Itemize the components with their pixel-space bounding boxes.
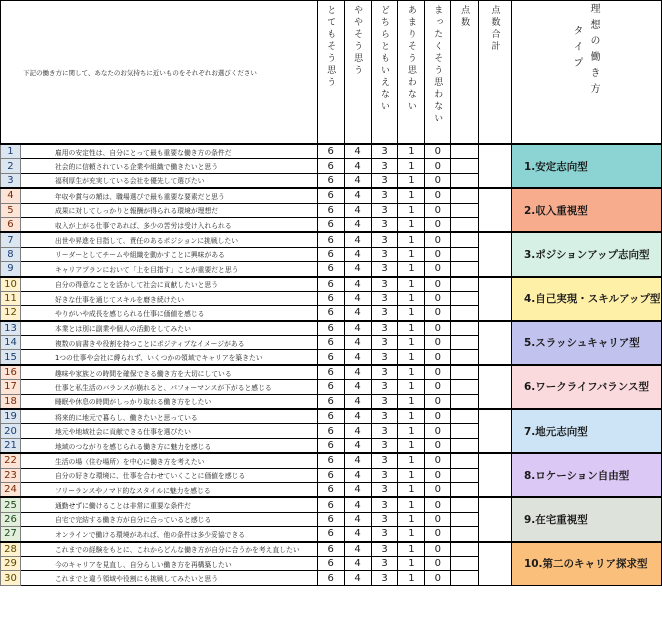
score-option-cell[interactable]: 0 [425, 203, 451, 217]
score-option-cell[interactable]: 1 [398, 365, 425, 380]
question-text: 自宅で完結する働き方が自分に合っていると感じる [20, 512, 317, 526]
question-text: 仕事と私生活のバランスが崩れると、パフォーマンスが下がると感じる [20, 380, 317, 394]
score-input-cell[interactable] [451, 306, 479, 321]
question-text: 将来的に地元で暮らし、働きたいと思っている [20, 409, 317, 424]
column-header-somewhat-disagree: あまりそう思わない [398, 1, 425, 145]
score-option-cell[interactable]: 6 [317, 277, 344, 292]
table-row [1, 542, 662, 557]
row-number: 9 [1, 262, 21, 277]
row-number: 17 [1, 380, 21, 394]
question-text: 出世や昇進を目指して、責任のあるポジションに挑戦したい [20, 232, 317, 247]
work-style-type-label: 3.ポジションアップ志向型 [511, 232, 661, 276]
score-option-cell[interactable]: 6 [317, 232, 344, 247]
score-option-cell[interactable]: 1 [398, 527, 425, 542]
score-total-cell[interactable] [479, 188, 512, 232]
type-header-type: タイプ [571, 25, 582, 73]
score-option-cell[interactable]: 4 [344, 365, 371, 380]
score-option-cell[interactable]: 6 [317, 217, 344, 232]
score-option-cell[interactable]: 0 [425, 321, 451, 336]
score-option-cell[interactable]: 0 [425, 438, 451, 453]
question-text: 自分の好きな環境に、仕事を合わせていくことに価値を感じる [20, 468, 317, 482]
score-option-cell[interactable]: 4 [344, 277, 371, 292]
question-text: 社会的に信頼されている企業や組織で働きたいと思う [20, 159, 317, 173]
question-text: 複数の肩書きや役割を持つことにポジティブなイメージがある [20, 336, 317, 350]
table-row [1, 453, 662, 468]
score-option-cell[interactable]: 1 [398, 247, 425, 261]
score-option-cell[interactable]: 3 [371, 542, 398, 557]
score-option-cell[interactable]: 3 [371, 394, 398, 409]
score-option-cell[interactable]: 1 [398, 571, 425, 585]
score-input-cell[interactable] [451, 453, 479, 468]
row-number: 18 [1, 394, 21, 409]
score-input-cell[interactable] [451, 144, 479, 159]
score-input-cell[interactable] [451, 350, 479, 365]
score-option-cell[interactable]: 1 [398, 556, 425, 570]
score-option-cell[interactable]: 1 [398, 482, 425, 497]
score-input-cell[interactable] [451, 468, 479, 482]
score-option-cell[interactable]: 6 [317, 424, 344, 438]
score-total-cell[interactable] [479, 321, 512, 365]
score-option-cell[interactable]: 6 [317, 262, 344, 277]
row-number: 10 [1, 277, 21, 292]
score-option-cell[interactable]: 4 [344, 482, 371, 497]
question-text: これまでの経験をもとに、これからどんな働き方が自分に合うかを考え直したい [20, 542, 317, 557]
score-option-cell[interactable]: 1 [398, 144, 425, 159]
score-option-cell[interactable]: 3 [371, 453, 398, 468]
score-option-cell[interactable]: 4 [344, 144, 371, 159]
score-option-cell[interactable]: 6 [317, 144, 344, 159]
score-option-cell[interactable]: 4 [344, 321, 371, 336]
table-row [1, 232, 662, 247]
score-option-cell[interactable]: 1 [398, 321, 425, 336]
score-option-cell[interactable]: 3 [371, 336, 398, 350]
work-style-type-label: 1.安定志向型 [511, 144, 661, 188]
score-option-cell[interactable]: 1 [398, 262, 425, 277]
score-total-cell[interactable] [479, 232, 512, 276]
score-option-cell[interactable]: 6 [317, 438, 344, 453]
score-input-cell[interactable] [451, 159, 479, 173]
row-number: 6 [1, 217, 21, 232]
score-input-cell[interactable] [451, 321, 479, 336]
column-header-neutral: どちらともいえない [371, 1, 398, 145]
score-option-cell[interactable]: 3 [371, 527, 398, 542]
score-option-cell[interactable]: 1 [398, 336, 425, 350]
row-number: 4 [1, 188, 21, 203]
column-header-type [511, 1, 661, 145]
row-number: 19 [1, 409, 21, 424]
question-text: 1つの仕事や会社に縛られず、いくつかの領域でキャリアを築きたい [20, 350, 317, 365]
work-style-type-label: 7.地元志向型 [511, 409, 661, 453]
score-option-cell[interactable]: 1 [398, 424, 425, 438]
score-option-cell[interactable]: 0 [425, 424, 451, 438]
score-input-cell[interactable] [451, 380, 479, 394]
score-option-cell[interactable]: 3 [371, 173, 398, 188]
question-text: 本業とは別に副業や個人の活動をしてみたい [20, 321, 317, 336]
score-option-cell[interactable]: 1 [398, 277, 425, 292]
score-option-cell[interactable]: 4 [344, 424, 371, 438]
score-option-cell[interactable]: 0 [425, 512, 451, 526]
score-option-cell[interactable]: 1 [398, 394, 425, 409]
question-text: やりがいや成長を感じられる仕事に価値を感じる [20, 306, 317, 321]
question-text: キャリアプランにおいて「上を目指す」ことが重要だと思う [20, 262, 317, 277]
score-option-cell[interactable]: 0 [425, 394, 451, 409]
score-total-cell[interactable] [479, 542, 512, 586]
score-option-cell[interactable]: 4 [344, 394, 371, 409]
row-number: 12 [1, 306, 21, 321]
score-input-cell[interactable] [451, 571, 479, 585]
score-option-cell[interactable]: 4 [344, 468, 371, 482]
score-option-cell[interactable]: 4 [344, 247, 371, 261]
score-option-cell[interactable]: 3 [371, 424, 398, 438]
score-option-cell[interactable]: 6 [317, 247, 344, 261]
score-option-cell[interactable]: 1 [398, 203, 425, 217]
column-header-strongly-agree: とてもそう思う [317, 1, 344, 145]
score-option-cell[interactable]: 4 [344, 306, 371, 321]
work-style-type-label: 10.第二のキャリア探求型 [511, 542, 661, 586]
row-number: 27 [1, 527, 21, 542]
question-text: 成果に対してしっかりと報酬が得られる環境が理想だ [20, 203, 317, 217]
score-option-cell[interactable]: 0 [425, 542, 451, 557]
score-option-cell[interactable]: 0 [425, 173, 451, 188]
row-number: 25 [1, 497, 21, 512]
score-option-cell[interactable]: 6 [317, 482, 344, 497]
row-number: 20 [1, 424, 21, 438]
score-option-cell[interactable]: 4 [344, 291, 371, 305]
score-option-cell[interactable]: 4 [344, 527, 371, 542]
score-option-cell[interactable]: 0 [425, 247, 451, 261]
score-option-cell[interactable]: 6 [317, 409, 344, 424]
score-option-cell[interactable]: 3 [371, 277, 398, 292]
score-total-cell[interactable] [479, 453, 512, 497]
score-option-cell[interactable]: 3 [371, 468, 398, 482]
score-input-cell[interactable] [451, 556, 479, 570]
score-option-cell[interactable]: 0 [425, 306, 451, 321]
score-option-cell[interactable]: 6 [317, 350, 344, 365]
row-number: 24 [1, 482, 21, 497]
score-option-cell[interactable]: 1 [398, 497, 425, 512]
row-number: 7 [1, 232, 21, 247]
score-option-cell[interactable]: 6 [317, 556, 344, 570]
score-option-cell[interactable]: 1 [398, 350, 425, 365]
score-option-cell[interactable]: 4 [344, 438, 371, 453]
question-text: 通勤せずに働けることは非常に重要な条件だ [20, 497, 317, 512]
score-input-cell[interactable] [451, 365, 479, 380]
score-option-cell[interactable]: 4 [344, 262, 371, 277]
score-option-cell[interactable]: 4 [344, 556, 371, 570]
score-option-cell[interactable]: 3 [371, 306, 398, 321]
score-option-cell[interactable]: 6 [317, 203, 344, 217]
score-input-cell[interactable] [451, 217, 479, 232]
score-option-cell[interactable]: 1 [398, 306, 425, 321]
score-option-cell[interactable]: 6 [317, 159, 344, 173]
score-option-cell[interactable]: 6 [317, 512, 344, 526]
score-option-cell[interactable]: 6 [317, 571, 344, 585]
score-option-cell[interactable]: 1 [398, 512, 425, 526]
score-option-cell[interactable]: 4 [344, 542, 371, 557]
score-option-cell[interactable]: 3 [371, 556, 398, 570]
score-option-cell[interactable]: 3 [371, 188, 398, 203]
score-option-cell[interactable]: 3 [371, 350, 398, 365]
score-option-cell[interactable]: 6 [317, 321, 344, 336]
score-input-cell[interactable] [451, 497, 479, 512]
score-option-cell[interactable]: 1 [398, 217, 425, 232]
score-option-cell[interactable]: 6 [317, 394, 344, 409]
score-option-cell[interactable]: 0 [425, 497, 451, 512]
instruction-text: 下記の働き方に関して、あなたのお気持ちに近いものをそれぞれお選びください [1, 1, 318, 145]
score-option-cell[interactable]: 4 [344, 497, 371, 512]
table-row [1, 365, 662, 380]
score-option-cell[interactable]: 3 [371, 380, 398, 394]
row-number: 5 [1, 203, 21, 217]
score-option-cell[interactable]: 0 [425, 188, 451, 203]
type-header-ideal: 理想の働き方 [588, 3, 599, 99]
score-option-cell[interactable]: 3 [371, 262, 398, 277]
score-option-cell[interactable]: 6 [317, 527, 344, 542]
score-option-cell[interactable]: 3 [371, 571, 398, 585]
row-number: 22 [1, 453, 21, 468]
score-total-cell[interactable] [479, 277, 512, 321]
question-text: リーダーとしてチームや組織を動かすことに興味がある [20, 247, 317, 261]
score-option-cell[interactable]: 3 [371, 217, 398, 232]
row-number: 11 [1, 291, 21, 305]
score-input-cell[interactable] [451, 424, 479, 438]
column-header-strongly-disagree: まったくそう思わない [425, 1, 451, 145]
question-text: 福利厚生が充実している会社を優先して選びたい [20, 173, 317, 188]
header-row [1, 1, 662, 145]
score-option-cell[interactable]: 0 [425, 365, 451, 380]
score-option-cell[interactable]: 4 [344, 336, 371, 350]
work-style-type-label: 2.収入重視型 [511, 188, 661, 232]
question-text: これまでと違う領域や役割にも挑戦してみたいと思う [20, 571, 317, 585]
work-style-type-label: 5.スラッシュキャリア型 [511, 321, 661, 365]
score-option-cell[interactable]: 3 [371, 512, 398, 526]
score-option-cell[interactable]: 4 [344, 173, 371, 188]
score-option-cell[interactable]: 1 [398, 188, 425, 203]
score-total-cell[interactable] [479, 409, 512, 453]
score-option-cell[interactable]: 1 [398, 542, 425, 557]
score-input-cell[interactable] [451, 262, 479, 277]
score-option-cell[interactable]: 6 [317, 291, 344, 305]
score-input-cell[interactable] [451, 232, 479, 247]
score-input-cell[interactable] [451, 527, 479, 542]
score-input-cell[interactable] [451, 336, 479, 350]
score-option-cell[interactable]: 0 [425, 262, 451, 277]
question-text: オンラインで働ける環境があれば、他の条件は多少妥協できる [20, 527, 317, 542]
table-row [1, 277, 662, 292]
row-number: 1 [1, 144, 21, 159]
score-input-cell[interactable] [451, 512, 479, 526]
score-option-cell[interactable]: 3 [371, 321, 398, 336]
score-option-cell[interactable]: 1 [398, 453, 425, 468]
score-option-cell[interactable]: 0 [425, 217, 451, 232]
score-option-cell[interactable]: 0 [425, 277, 451, 292]
score-option-cell[interactable]: 6 [317, 188, 344, 203]
column-header-score: 点数 [451, 1, 479, 145]
score-option-cell[interactable]: 0 [425, 144, 451, 159]
question-text: フリーランスやノマド的なスタイルに魅力を感じる [20, 482, 317, 497]
score-option-cell[interactable]: 3 [371, 247, 398, 261]
score-option-cell[interactable]: 6 [317, 380, 344, 394]
question-text: 趣味や家族との時間を確保できる働き方を大切にしている [20, 365, 317, 380]
score-option-cell[interactable]: 4 [344, 350, 371, 365]
score-option-cell[interactable]: 0 [425, 409, 451, 424]
question-text: 地域のつながりを感じられる働き方に魅力を感じる [20, 438, 317, 453]
score-option-cell[interactable]: 6 [317, 336, 344, 350]
row-number: 2 [1, 159, 21, 173]
score-option-cell[interactable]: 1 [398, 173, 425, 188]
score-option-cell[interactable]: 4 [344, 159, 371, 173]
score-option-cell[interactable]: 0 [425, 482, 451, 497]
row-number: 15 [1, 350, 21, 365]
score-option-cell[interactable]: 6 [317, 453, 344, 468]
score-option-cell[interactable]: 3 [371, 144, 398, 159]
row-number: 29 [1, 556, 21, 570]
question-text: 今のキャリアを見直し、自分らしい働き方を再構築したい [20, 556, 317, 570]
row-number: 14 [1, 336, 21, 350]
column-header-total: 点数合計 [479, 1, 512, 145]
score-option-cell[interactable]: 0 [425, 159, 451, 173]
score-option-cell[interactable]: 3 [371, 482, 398, 497]
score-option-cell[interactable]: 4 [344, 512, 371, 526]
score-option-cell[interactable]: 1 [398, 291, 425, 305]
score-input-cell[interactable] [451, 542, 479, 557]
score-option-cell[interactable]: 6 [317, 306, 344, 321]
score-total-cell[interactable] [479, 365, 512, 409]
score-option-cell[interactable]: 1 [398, 380, 425, 394]
score-input-cell[interactable] [451, 438, 479, 453]
row-number: 16 [1, 365, 21, 380]
score-input-cell[interactable] [451, 277, 479, 292]
score-option-cell[interactable]: 0 [425, 556, 451, 570]
score-option-cell[interactable]: 4 [344, 571, 371, 585]
row-number: 26 [1, 512, 21, 526]
score-option-cell[interactable]: 1 [398, 159, 425, 173]
score-option-cell[interactable]: 0 [425, 336, 451, 350]
score-option-cell[interactable]: 4 [344, 217, 371, 232]
score-option-cell[interactable]: 0 [425, 350, 451, 365]
score-option-cell[interactable]: 0 [425, 232, 451, 247]
column-header-somewhat-agree: ややそう思う [344, 1, 371, 145]
work-style-type-label: 9.在宅重視型 [511, 497, 661, 541]
score-input-cell[interactable] [451, 409, 479, 424]
score-option-cell[interactable]: 0 [425, 291, 451, 305]
question-text: 自分の得意なことを活かして社会に貢献したいと思う [20, 277, 317, 292]
score-option-cell[interactable]: 6 [317, 497, 344, 512]
row-number: 23 [1, 468, 21, 482]
score-option-cell[interactable]: 3 [371, 203, 398, 217]
question-text: 地元や地域社会に貢献できる仕事を選びたい [20, 424, 317, 438]
work-style-type-label: 4.自己実現・スキルアップ型 [511, 277, 661, 321]
row-number: 8 [1, 247, 21, 261]
question-text: 睡眠や休息の時間がしっかり取れる働き方をしたい [20, 394, 317, 409]
score-input-cell[interactable] [451, 394, 479, 409]
table-row [1, 497, 662, 512]
table-row [1, 144, 662, 159]
score-option-cell[interactable]: 6 [317, 173, 344, 188]
score-option-cell[interactable]: 0 [425, 453, 451, 468]
question-text: 好きな仕事を通じてスキルを磨き続けたい [20, 291, 317, 305]
score-option-cell[interactable]: 1 [398, 438, 425, 453]
row-number: 30 [1, 571, 21, 585]
row-number: 13 [1, 321, 21, 336]
score-option-cell[interactable]: 6 [317, 542, 344, 557]
score-option-cell[interactable]: 1 [398, 468, 425, 482]
score-option-cell[interactable]: 0 [425, 527, 451, 542]
score-option-cell[interactable]: 3 [371, 497, 398, 512]
score-option-cell[interactable]: 3 [371, 159, 398, 173]
row-number: 28 [1, 542, 21, 557]
score-option-cell[interactable]: 0 [425, 571, 451, 585]
score-input-cell[interactable] [451, 203, 479, 217]
score-option-cell[interactable]: 4 [344, 453, 371, 468]
score-input-cell[interactable] [451, 291, 479, 305]
score-option-cell[interactable]: 6 [317, 468, 344, 482]
score-option-cell[interactable]: 4 [344, 380, 371, 394]
score-input-cell[interactable] [451, 482, 479, 497]
score-option-cell[interactable]: 4 [344, 232, 371, 247]
question-text: 生活の場（住む場所）を中心に働き方を考えたい [20, 453, 317, 468]
question-text: 雇用の安定性は、自分にとって最も重要な働き方の条件だ [20, 144, 317, 159]
score-input-cell[interactable] [451, 188, 479, 203]
work-style-type-label: 8.ロケーション自由型 [511, 453, 661, 497]
score-option-cell[interactable]: 0 [425, 468, 451, 482]
question-text: 年収や賞与の額は、職場選びで最も重要な要素だと思う [20, 188, 317, 203]
question-text: 収入が上がる仕事であれば、多少の苦労は受け入れられる [20, 217, 317, 232]
score-option-cell[interactable]: 4 [344, 188, 371, 203]
score-input-cell[interactable] [451, 247, 479, 261]
table-row [1, 409, 662, 424]
work-style-type-label: 6.ワークライフバランス型 [511, 365, 661, 409]
score-option-cell[interactable]: 3 [371, 409, 398, 424]
row-number: 3 [1, 173, 21, 188]
score-total-cell[interactable] [479, 144, 512, 188]
table-row [1, 188, 662, 203]
score-option-cell[interactable]: 3 [371, 291, 398, 305]
score-option-cell[interactable]: 1 [398, 409, 425, 424]
score-option-cell[interactable]: 4 [344, 409, 371, 424]
score-option-cell[interactable]: 3 [371, 438, 398, 453]
score-option-cell[interactable]: 3 [371, 232, 398, 247]
table-row [1, 321, 662, 336]
score-option-cell[interactable]: 0 [425, 380, 451, 394]
row-number: 21 [1, 438, 21, 453]
score-option-cell[interactable]: 3 [371, 365, 398, 380]
score-option-cell[interactable]: 4 [344, 203, 371, 217]
score-option-cell[interactable]: 6 [317, 365, 344, 380]
score-option-cell[interactable]: 1 [398, 232, 425, 247]
score-input-cell[interactable] [451, 173, 479, 188]
score-total-cell[interactable] [479, 497, 512, 541]
